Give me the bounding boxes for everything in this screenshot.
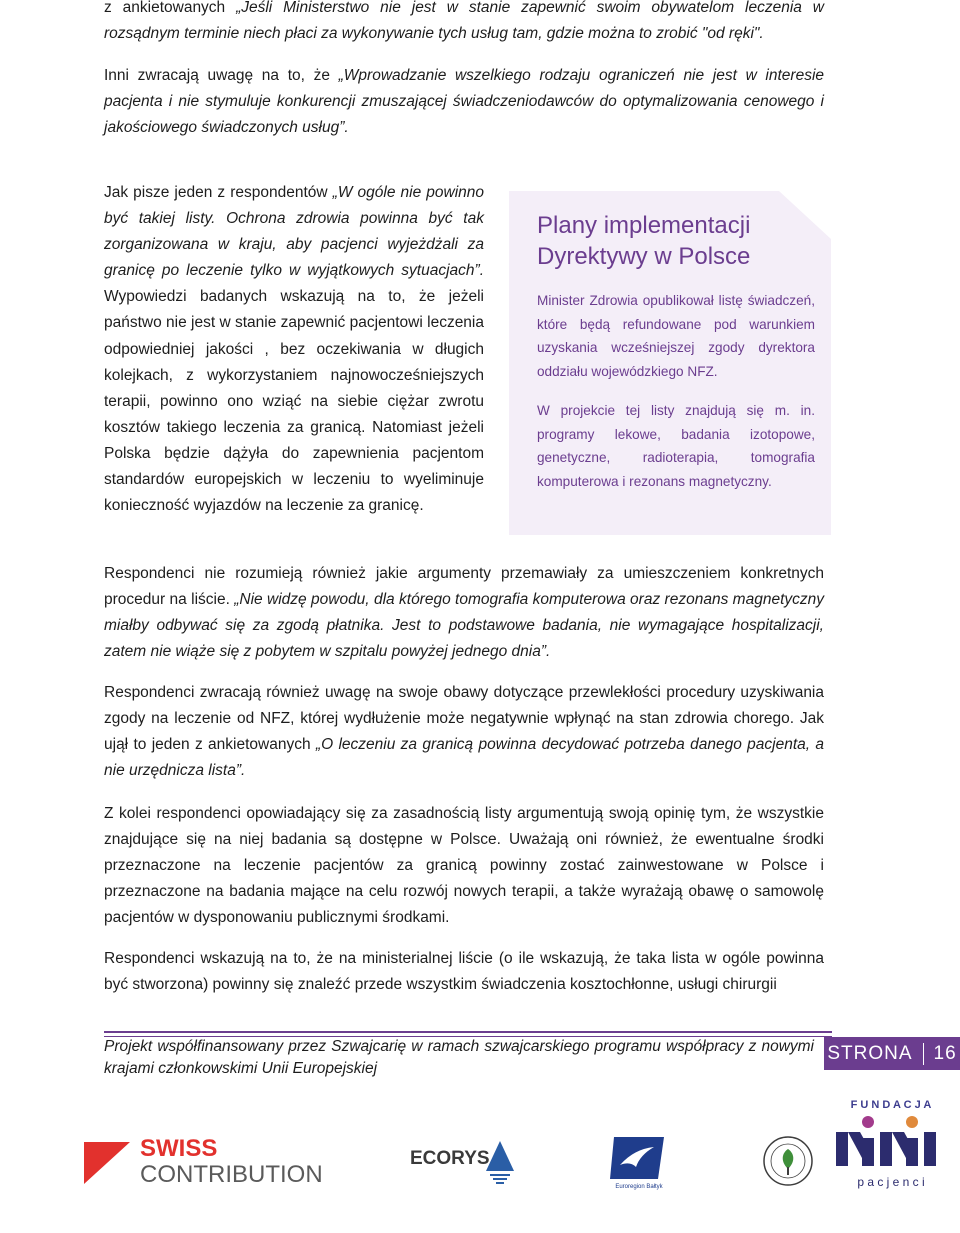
sidebar-title-line2: Dyrektywy w Polsce [537, 243, 751, 270]
euroregion-baltyk-logo [610, 1135, 668, 1191]
text-run: Jak pisze jeden z respondentów [104, 184, 333, 201]
sidebar-text-project: W projekcie tej listy znajdują się m. in. programy lekowe, badania izotopowe, genetyczne, radioterapia, tomografia komputerowa i rezonans magnetyczny. [537, 403, 815, 489]
footer-rule [104, 1031, 832, 1033]
paragraph-procedures [104, 561, 824, 665]
paragraph-respondent-opinion [104, 180, 484, 519]
page-label: STRONA [827, 1043, 913, 1064]
ecorys-logo-word: ECORYS [410, 1148, 490, 1169]
page-number-badge [824, 1037, 960, 1070]
ecorys-drop-icon [486, 1141, 514, 1184]
quote-run: „W ogóle nie powinno być takiej listy. [104, 184, 484, 228]
footer-project-note: Projekt współfinansowany przez Szwajcarię w ramach szwajcarskiego programu współpracy z nowymi krajami członkowskimi Unii Europejskiej [104, 1038, 814, 1077]
fundacja-logo-word: F U N D A C J A [850, 1099, 932, 1111]
text-run: z ankietowanych [104, 0, 237, 16]
text-run: Respondenci nie rozumieją również jakie argumenty przemawiały za umieszczeniem konkretnych procedur na liście. [104, 565, 824, 608]
quote-run: „Wprowadzanie wszelkiego rodzaju ograniczeń nie jest w interesie pacjenta i nie stymuluje konkurencji zmuszającej świadczeniodawców do optymalizowania cenowego i jakościowego świadczonych usług”. [104, 67, 825, 136]
quote-run: „Jeśli Ministerstwo nie jest w stanie zapewnić swoim obywatelom leczenia w rozsądnym terminie niech płaci za wykonywanie tych usług tam, gdzie można to zrobić "od ręki". [104, 0, 824, 42]
sidebar-title [537, 210, 817, 272]
contribution-logo-word: CONTRIBUTION [140, 1161, 323, 1188]
sidebar-text-minister: Minister Zdrowia opublikował listę świadczeń, które będą refundowane pod warunkiem uzyskania wcześniejszej zgody dyrektora oddziału wojewódzkiego NFZ. [537, 293, 815, 379]
paragraph-quote-ministry [104, 0, 824, 47]
text-run: Respondenci wskazują na to, że na ministerialnej liście (o ile wskazują, że taka lista w ogóle powinna być stworzona) powinny się znaleźć przede wszystkim świadczenia kosztochłonne, usługi chirurgii [104, 950, 824, 993]
page-separator [923, 1043, 924, 1065]
swiss-logo-word: SWISS [140, 1135, 218, 1162]
text-run [215, 210, 226, 227]
text-run: Z kolei respondenci opowiadający się za zasadnością listy argumentują swoją opinię tym, że wszystkie znajdujące się na niej badania są dostępne w Polsce. Uważają oni również, że ewentualne środki przeznaczone na leczenie pacjentów za granicą powinny zostać zainwestowane w Polsce i przeznaczone na badania mające na celu rozwój nowych terapii, a także wyrażają obawę o samowolę pacjentów w dysponowaniu publicznymi środkami. [104, 805, 824, 926]
mm-figures-icon [836, 1116, 936, 1166]
swiss-logo-triangle-icon [84, 1142, 130, 1184]
sidebar-title-line1: Plany implementacji [537, 212, 751, 239]
euroregion-logo-text: Euroregion Bałtyk [615, 1184, 663, 1190]
paragraph-supporters [104, 801, 824, 931]
ecorys-logo [410, 1137, 520, 1187]
quote-run: Ochrona zdrowia powinna być tak zorganizowana w kraju, aby pacjenci wyjeżdżali za granicę po leczenie tylko w wyjątkowych sytuacjach”. [104, 210, 484, 280]
quote-run: „Nie widzę powodu, dla którego tomografia komputerowa oraz rezonans magnetyczny miałby odbywać się za zgodą płatnika. Jest to podstawowe badania, nie wymagające hospitalizacji, zatem nie wiąże się z pobytem w szpitalu powyżej jednego dnia”. [104, 591, 824, 660]
text-run: Wypowiedzi badanych wskazują na to, że jeżeli państwo nie jest w stanie zapewnić pacjentowi leczenia odpowiedniej jakości , bez oczekiwania w długich kolejkach, z wykorzystaniem najnowocześniejszych terapii, powinno ono wziąć na siebie ciężar zwrotu kosztów takiego leczenia za granicą. Natomiast jeżeli Polska będzie dążyła do zapewnienia pacjentom standardów europejskich w leczeniu to wyeliminuje konieczność wyjazdów na leczenie za granicę. [104, 288, 484, 515]
seal-leaf-icon [783, 1149, 794, 1169]
swiss-contribution-logo [84, 1134, 323, 1188]
page-number: 16 [933, 1043, 957, 1064]
text-run: Respondenci zwracają również uwagę na swoje obawy dotyczące przewlekłości procedury uzyskiwania zgody na leczenie od NFZ, której wydłużenie może negatywnie wpłynąć na stan zdrowia chorego. Jak ujął to jeden z ankietowanych [104, 684, 824, 753]
paragraph-ministerial-list [104, 946, 824, 998]
paragraph-nfz-concerns [104, 680, 824, 784]
quote-run: „O leczeniu za granicą powinna decydować potrzeba danego pacjenta, a nie urzędnicza lista”. [104, 736, 824, 779]
pacjenci-logo-word: p a c j e n c i [857, 1175, 925, 1189]
text-run: Inni zwracają uwagę na to, że [104, 67, 339, 84]
paragraph-restrictions [104, 63, 824, 141]
fundacja-seal-logo [762, 1135, 814, 1187]
fundacja-my-pacjenci-logo [832, 1098, 950, 1190]
